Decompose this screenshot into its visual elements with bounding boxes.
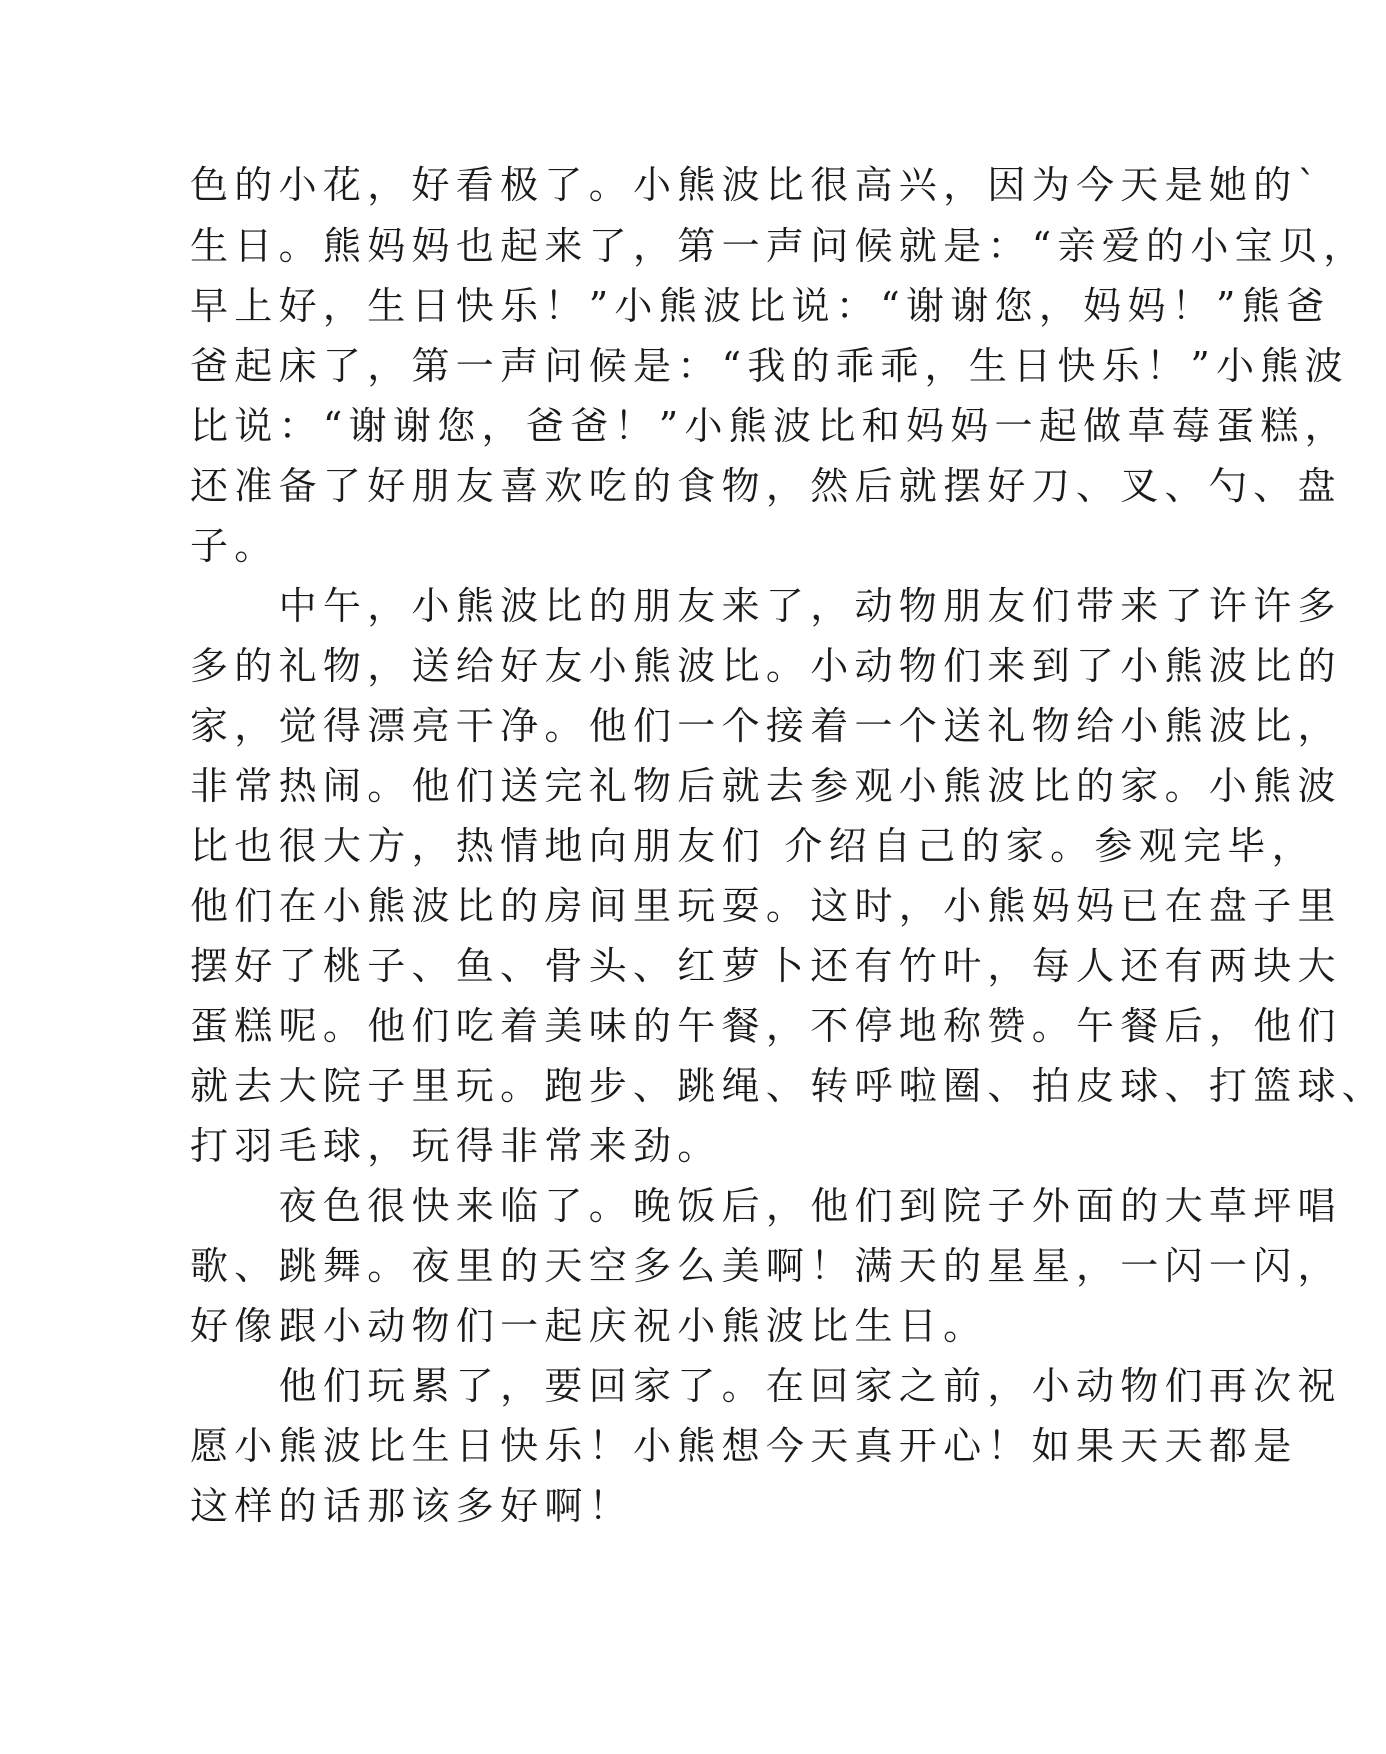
text-line: 就去大院子里玩。跑步、跳绳、转呼啦圈、拍皮球、打篮球、 [190, 1064, 1386, 1108]
text-line: 多的礼物，送给好友小熊波比。小动物们来到了小熊波比的 [190, 644, 1342, 688]
text-line: 歌、跳舞。夜里的天空多么美啊！满天的星星，一闪一闪， [190, 1244, 1342, 1288]
text-line: 摆好了桃子、鱼、骨头、红萝卜还有竹叶，每人还有两块大 [190, 944, 1342, 988]
text-line: 色的小花，好看极了。小熊波比很高兴，因为今天是她的` [190, 163, 1323, 207]
text-line: 家，觉得漂亮干净。他们一个接着一个送礼物给小熊波比， [190, 704, 1342, 748]
text-line: 他们玩累了，要回家了。在回家之前，小动物们再次祝 [190, 1364, 1342, 1408]
text-line: 中午，小熊波比的朋友来了，动物朋友们带来了许许多 [190, 584, 1342, 628]
text-line: 子。 [190, 524, 279, 568]
text-line: 生日。熊妈妈也起来了，第一声问候就是：“亲爱的小宝贝， [190, 224, 1368, 268]
text-line: 打羽毛球，玩得非常来劲。 [190, 1124, 722, 1168]
text-line: 好像跟小动物们一起庆祝小熊波比生日。 [190, 1304, 988, 1348]
text-line: 夜色很快来临了。晚饭后，他们到院子外面的大草坪唱 [190, 1184, 1342, 1228]
text-line: 非常热闹。他们送完礼物后就去参观小熊波比的家。小熊波 [190, 764, 1342, 808]
text-line: 爸起床了，第一声问候是：“我的乖乖，生日快乐！”小熊波 [190, 344, 1349, 388]
text-line: 蛋糕呢。他们吃着美味的午餐，不停地称赞。午餐后，他们 [190, 1004, 1342, 1048]
text-line: 比说：“谢谢您，爸爸！”小熊波比和妈妈一起做草莓蛋糕， [190, 404, 1349, 448]
text-line: 早上好，生日快乐！”小熊波比说：“谢谢您，妈妈！”熊爸 [190, 284, 1331, 328]
text-line: 他们在小熊波比的房间里玩耍。这时，小熊妈妈已在盘子里 [190, 884, 1342, 928]
text-line: 这样的话那该多好啊！ [190, 1484, 634, 1528]
text-line: 还准备了好朋友喜欢吃的食物，然后就摆好刀、叉、勺、盘 [190, 464, 1342, 508]
text-line: 比也很大方，热情地向朋友们 介绍自己的家。参观完毕， [190, 824, 1316, 868]
text-line: 愿小熊波比生日快乐！小熊想今天真开心！如果天天都是 [190, 1424, 1298, 1468]
